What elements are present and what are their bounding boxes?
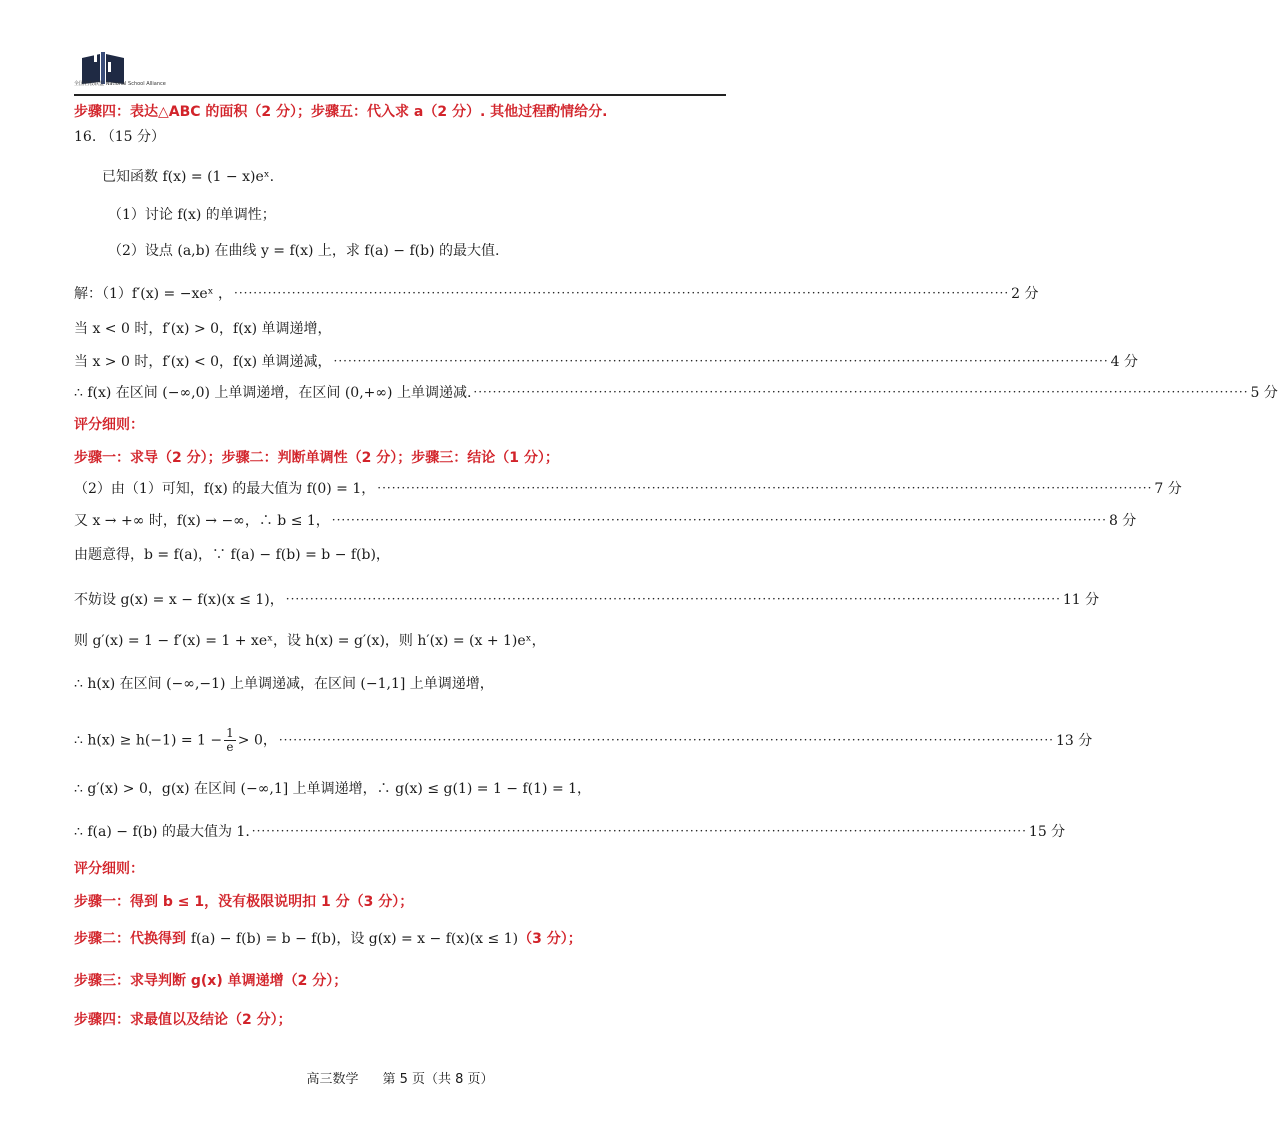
- solution-line: ∴ f(a) − f(b) 的最大值为 1. ································································································································································· 15 分: [74, 821, 726, 841]
- grading-step-line: 步骤三：求导判断 g(x) 单调递增（2 分）；: [74, 973, 348, 989]
- solution-line: ∴ h(x) 在区间 (−∞,−1) 上单调递减，在区间 (−1,1] 上单调递增，: [74, 676, 494, 692]
- question-part-1: （1）讨论 f(x) 的单调性；: [108, 207, 276, 223]
- solution-line: （2）由（1）可知，f(x) 的最大值为 f(0) = 1， ································································································································································· 7 分: [74, 478, 726, 498]
- score-label: 2 分: [1011, 286, 1039, 302]
- header-rule: [74, 94, 726, 96]
- grading-step-line: 步骤四：求最值以及结论（2 分）；: [74, 1012, 292, 1028]
- score-label: 8 分: [1108, 513, 1137, 529]
- solution-line: 不妨设 g(x) = x − f(x)(x ≤ 1)， ································································································································································· 11 分: [74, 589, 726, 609]
- fraction: $\frac{1}{e}$: [226, 725, 234, 754]
- score-label: 13 分: [1056, 733, 1093, 749]
- solution-line: ∴ f(x) 在区间 (−∞,0) 上单调递增，在区间 (0,+∞) 上单调递减. ································································································································································· 5 分: [74, 382, 726, 402]
- solution-line: ∴ g′(x) > 0，g(x) 在区间 (−∞,1] 上单调递增，∴ g(x) ≤ g(1) = 1 − f(1) = 1，: [74, 781, 592, 797]
- solution-line: 由题意得，b = f(a)，∵ f(a) − f(b) = b − f(b)，: [74, 547, 390, 563]
- score-label: 5 分: [1250, 385, 1278, 401]
- logo-text: 全国名校联盟 National School Alliance: [74, 81, 166, 87]
- solution-line: 当 x > 0 时，f′(x) < 0，f(x) 单调递减， ································································································································································· 4 分: [74, 351, 726, 371]
- problem-number: 16. （15 分）: [74, 129, 165, 145]
- score-label: 7 分: [1154, 481, 1182, 497]
- page-footer: [0, 1068, 800, 1087]
- solution-line: 则 g′(x) = 1 − f′(x) = 1 + xeˣ，设 h(x) = g′(x)，则 h′(x) = (x + 1)eˣ，: [74, 633, 546, 649]
- grading-step-line: 步骤四：表达△ABC 的面积（2 分）；步骤五：代入求 a（2 分）. 其他过程酌情给分.: [74, 104, 608, 120]
- solution-line: 当 x < 0 时，f′(x) > 0，f(x) 单调递增，: [74, 321, 332, 337]
- grading-step-line: 步骤一：得到 b ≤ 1，没有极限说明扣 1 分（3 分）；: [74, 894, 414, 910]
- footer-page: 第 5 页（共 8 页）: [382, 1072, 494, 1087]
- grading-step-line: 步骤一：求导（2 分）；步骤二：判断单调性（2 分）；步骤三：结论（1 分）；: [74, 450, 559, 466]
- score-label: 11 分: [1062, 592, 1100, 608]
- solution-line: ∴ h(x) ≥ h(−1) = 1 − $\frac{1}{e}$ > 0， ································································································································································· 13 分: [74, 725, 1093, 754]
- problem-statement: 已知函数 f(x) = (1 − x)eˣ.: [102, 169, 275, 185]
- footer-subject: 高三数学: [306, 1072, 359, 1087]
- grading-rules-heading: 评分细则：: [74, 861, 144, 877]
- score-label: 4 分: [1110, 354, 1139, 370]
- solution-line: 解：（1）f′(x) = −xeˣ ， ································································································································································· 2 分: [74, 283, 726, 303]
- score-label: 15 分: [1028, 824, 1066, 840]
- grading-rules-heading: 评分细则：: [74, 417, 144, 433]
- solution-line: 又 x → +∞ 时，f(x) → −∞，∴ b ≤ 1， ································································································································································· 8 分: [74, 510, 726, 530]
- question-part-2: （2）设点 (a,b) 在曲线 y = f(x) 上，求 f(a) − f(b) 的最大值.: [108, 243, 500, 259]
- grading-step-line: 步骤二：代换得到 f(a) − f(b) = b − f(b)，设 g(x) = x − f(x)(x ≤ 1)（3 分）；: [74, 931, 582, 947]
